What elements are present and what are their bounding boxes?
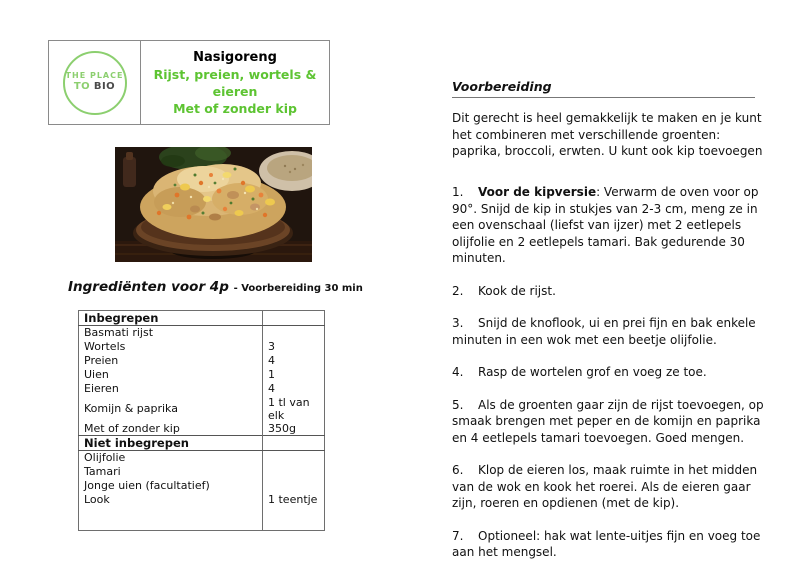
prep-step-5 <box>452 397 774 447</box>
preparation-heading: Voorbereiding <box>452 79 755 98</box>
step-number: 3. <box>452 316 464 330</box>
ingredients-prep-time: - Voorbereiding 30 min <box>233 283 363 294</box>
ingredient-name: Eieren <box>84 382 119 395</box>
recipe-title: Nasigoreng <box>193 49 277 65</box>
logo-text-top: THE PLACE <box>65 71 124 81</box>
table-row <box>79 465 325 479</box>
ingredients-table <box>78 310 325 531</box>
step-number: 7. <box>452 528 464 543</box>
ingredient-name: Jonge uien (facultatief) <box>84 479 210 492</box>
prep-step-1 <box>452 184 774 267</box>
step-text: : Verwarm de oven voor op 90°. Snijd de kip in stukjes van 2-3 cm, meng ze in een ovenschaal (liefst van ijzer) met 2 eetlepels olijfolie en 2 eetlepels tamari. Bak gedurende 30 minuten. <box>452 185 759 265</box>
recipe-subtitle-1: Rijst, preien, wortels & eieren <box>153 66 317 99</box>
table-row <box>79 493 325 507</box>
step-bold-lead: Voor de kipversie <box>478 185 597 199</box>
step-number: 6. <box>452 463 464 477</box>
ingredient-qty: 1 teentje <box>263 493 325 507</box>
table-filler-row <box>79 507 325 531</box>
ingredient-qty: 1 tl van elk <box>263 396 325 422</box>
prep-step-7 <box>452 528 774 561</box>
table-row <box>79 368 325 382</box>
header-box <box>48 40 330 125</box>
step-text: Optioneel: hak wat lente-uitjes fijn en voeg toe aan het mengsel. <box>452 528 761 559</box>
ingredient-name: Komijn & paprika <box>84 402 178 415</box>
ingredient-qty <box>263 479 325 493</box>
brand-logo <box>49 41 141 124</box>
ingredient-qty: 4 <box>263 354 325 368</box>
prep-step-6 <box>452 462 774 512</box>
logo-circle <box>63 51 127 115</box>
logo-text-bottom: TO BIO <box>73 81 116 93</box>
ingredient-name: Met of zonder kip <box>84 421 180 435</box>
step-number: 2. <box>452 283 464 298</box>
ingredients-heading <box>68 279 363 295</box>
ingredient-qty: 4 <box>263 382 325 396</box>
recipe-header <box>141 41 329 124</box>
step-text: Rasp de wortelen grof en voeg ze toe. <box>478 365 707 379</box>
ingredient-qty <box>263 451 325 465</box>
step-text: Als de groenten gaar zijn de rijst toevoegen, op smaak brengen met peper en de komijn en paprika en 4 eetlepels tamari toevoegen. Goed mengen. <box>452 397 764 445</box>
ingredient-name: Uien <box>84 368 109 381</box>
ingredient-qty: 350g <box>263 422 325 436</box>
step-number: 1. <box>452 185 464 199</box>
preparation-steps <box>452 184 774 566</box>
table-row <box>79 479 325 493</box>
step-text: Kook de rijst. <box>478 283 556 298</box>
ingredient-qty: 1 <box>263 368 325 382</box>
ingredient-name: Olijfolie <box>84 451 126 465</box>
food-photo <box>115 147 312 262</box>
table-row <box>79 382 325 396</box>
prep-step-2 <box>452 283 774 300</box>
ingredient-name: Preien <box>84 354 119 367</box>
preparation-intro: Dit gerecht is heel gemakkelijk te maken en je kunt het combineren met verschillende groenten: paprika, broccoli, erwten. U kunt ook kip toevoegen <box>452 111 763 158</box>
section-title: Niet inbegrepen <box>79 436 263 451</box>
ingredient-qty: 3 <box>263 340 325 354</box>
table-row <box>79 326 325 340</box>
ingredient-name: Basmati rijst <box>84 326 154 340</box>
ingredient-qty <box>263 326 325 340</box>
step-text: Snijd de knoflook, ui en prei fijn en bak enkele minuten in een wok met een beetje olijfolie. <box>452 316 756 347</box>
food-photo-illustration <box>115 147 312 262</box>
table-row <box>79 340 325 354</box>
table-row <box>79 422 325 436</box>
step-number: 5. <box>452 397 464 412</box>
ingredient-name: Look <box>84 493 110 506</box>
section-title: Inbegrepen <box>79 311 263 326</box>
step-text: Klop de eieren los, maak ruimte in het midden van de wok en kook het roerei. Als de eieren gaar zijn, roeren en opdienen (met de kip). <box>452 463 758 510</box>
prep-step-4 <box>452 364 774 381</box>
prep-step-3 <box>452 315 774 348</box>
ingredient-qty <box>263 465 325 479</box>
ingredient-name: Wortels <box>84 340 126 353</box>
step-number: 4. <box>452 365 464 379</box>
ingredient-name: Tamari <box>84 465 121 478</box>
table-section-header <box>79 311 325 326</box>
table-section-header <box>79 436 325 451</box>
table-row <box>79 451 325 465</box>
table-row <box>79 354 325 368</box>
table-row <box>79 396 325 422</box>
ingredients-heading-text: Ingrediënten voor 4p <box>68 279 229 295</box>
recipe-subtitle-2: Met of zonder kip <box>173 100 297 116</box>
